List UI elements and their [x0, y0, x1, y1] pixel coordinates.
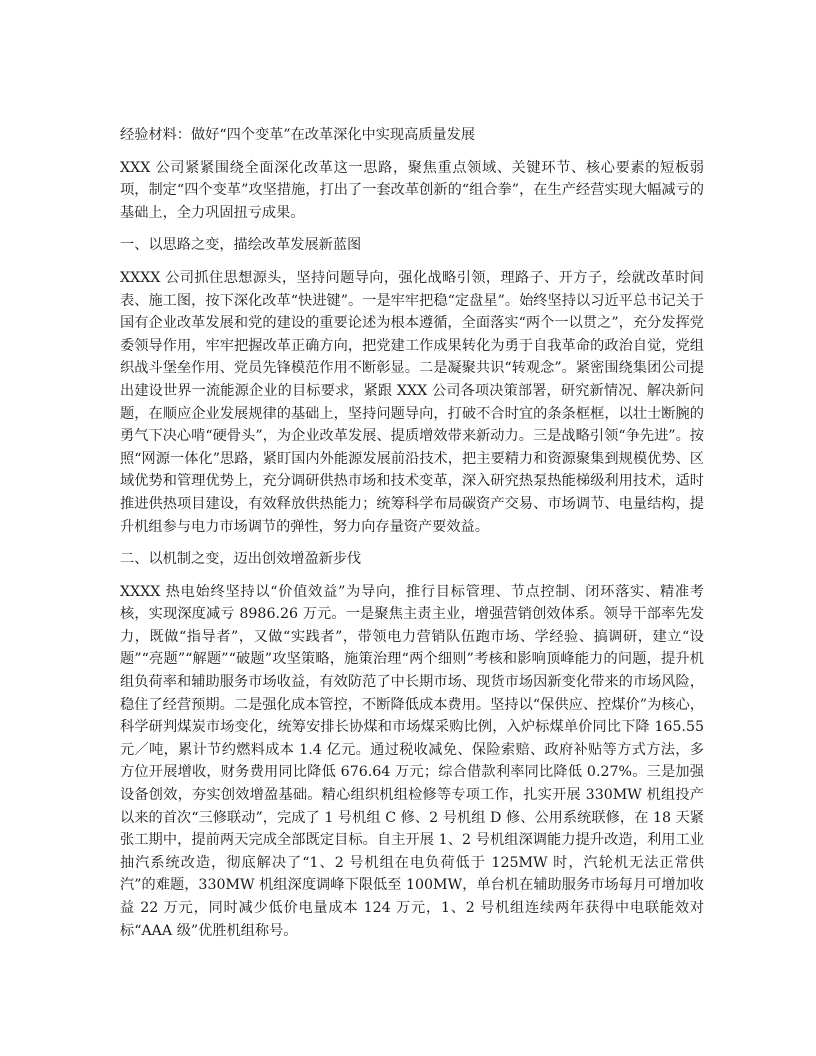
document-title: 经验材料：做好“四个变革”在改革深化中实现高质量发展 [120, 127, 476, 143]
intro-paragraph: XXX 公司紧紧围绕全面深化改革这一思路，聚焦重点领域、关键环节、核心要素的短板弱项，制定“四个变革”攻坚措施，打出了一套改革创新的“组合拳”，在生产经营实现大幅减亏的基础上，全力巩固扭亏成果。 [120, 159, 704, 221]
document-page [120, 124, 704, 952]
section-2-heading: 二、以机制之变，迈出创效增盈新步伐 [120, 551, 362, 568]
section-1-heading: 一、以思路之变，描绘改革发展新蓝图 [120, 237, 362, 254]
section-1-body: XXXX 公司抓住思想源头，坚持问题导向，强化战略引领，理路子、开方子，绘就改革时间表、施工图，按下深化改革“快进键”。一是牢牢把稳“定盘星”。始终坚持以习近平总书记关于国有企业改革发展和党的建设的重要论述为根本遵循，全面落实“两个一以贯之”，充分发挥党委领导作用，牢牢把握改革正确方向，把党建工作成果转化为勇于自我革命的政治自觉，党组织战斗堡垒作用、党员先锋模范作用不断彰显。二是凝聚共识“转观念”。紧密围绕集团公司提出建设世界一流能源企业的目标要求，紧跟 XXX 公司各项决策部署，研究新情况、解决新问题，在顺应企业发展规律的基础上，坚持问题导向，打破不合时宜的条条框框，以壮士断腕的勇气下决心啃“硬骨头”，为企业改革发展、提质增效带来新动力。三是战略引领“争先进”。按照“网源一体化”思路，紧盯国内外能源发展前沿技术，把主要精力和资源聚集到规模优势、区域优势和管理优势上，充分调研供热市场和技术变革，深入研究热泵热能梯级利用技术，适时推进供热项目建设，有效释放供热能力；统筹科学布局碳资产交易、市场调节、电量结构，提升机组参与电力市场调节的弹性，努力向存量资产要效益。 [120, 269, 704, 535]
section-2-body: XXXX 热电始终坚持以“价值效益”为导向，推行目标管理、节点控制、闭环落实、精准考核，实现深度减亏 8986.26 万元。一是聚焦主责主业，增强营销创效体系。领导干部率先发力，既做“指导者”，又做“实践者”，带领电力营销队伍跑市场、学经验、搞调研，建立“设题”“亮题”“解题”“破题”攻坚策略，施策治理“两个细则”考核和影响顶峰能力的问题，提升机组负荷率和辅助服务市场收益，有效防范了中长期市场、现货市场因新变化带来的市场风险，稳住了经营预期。二是强化成本管控，不断降低成本费用。坚持以“保供应、控煤价”为核心，科学研判煤炭市场变化，统筹安排长协煤和市场煤采购比例，入炉标煤单价同比下降 165.55 元／吨，累计节约燃料成本 1.4 亿元。通过税收减免、保险索赔、政府补贴等方式方法，多方位开展增收，财务费用同比降低 676.64 万元；综合借款利率同比降低 0.27%。三是加强设备创效，夯实创效增盈基础。精心组织机组检修等专项工作，扎实开展 330MW 机组投产以来的首次“三修联动”，完成了 1 号机组 C 修、2 号机组 D 修、公用系统联修，在 18 天紧张工期中，提前两天完成全部既定目标。自主开展 1、2 号机组深调能力提升改造，利用工业抽汽系统改造，彻底解决了“1、2 号机组在电负荷低于 125MW 时，汽轮机无法正常供汽”的难题，330MW 机组深度调峰下限低至 100MW，单台机在辅助服务市场每月可增加收益 22 万元，同时减少低价电量成本 124 万元，1、2 号机组连续两年获得中电联能效对标“AAA 级”优胜机组称号。 [120, 583, 704, 939]
